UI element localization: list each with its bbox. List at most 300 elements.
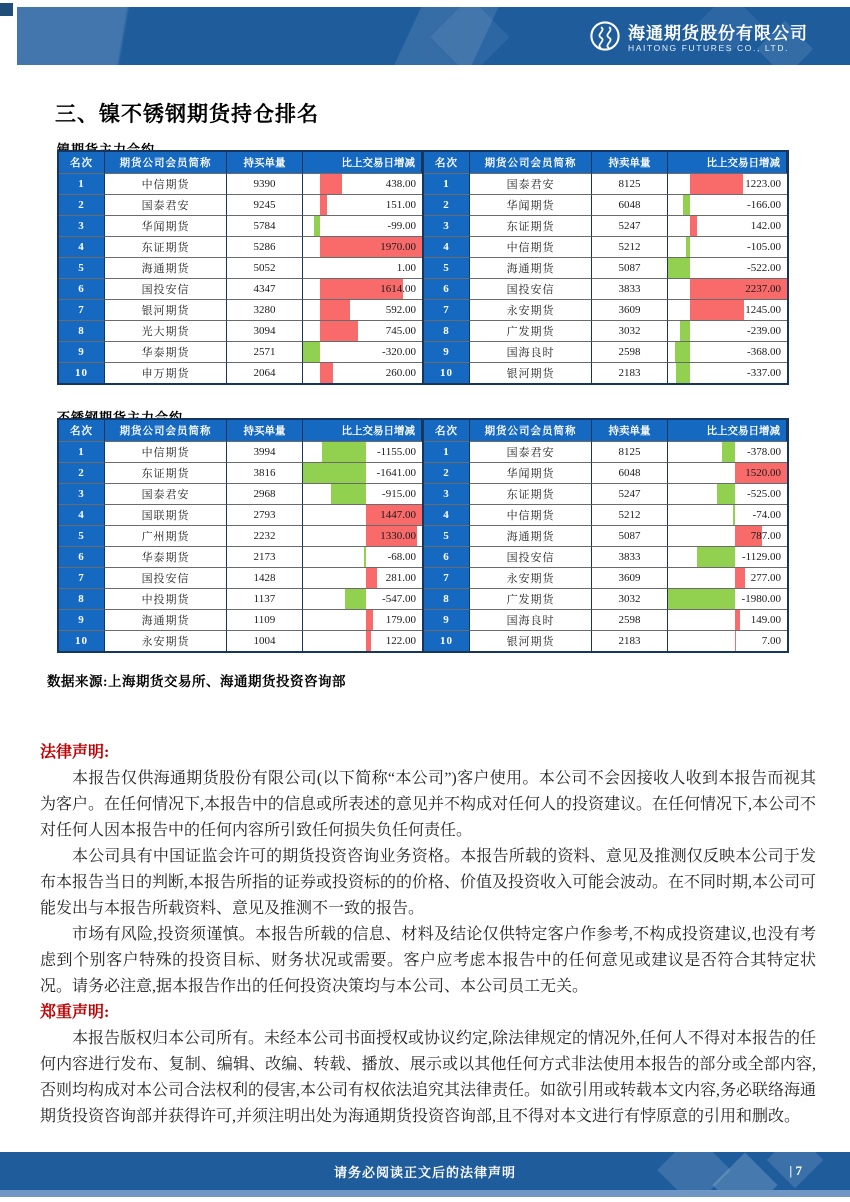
table-row	[424, 257, 787, 278]
company-cell: 东证期货	[105, 236, 227, 257]
change-cell	[303, 278, 422, 299]
change-value: 149.00	[750, 614, 781, 626]
column-header: 名次	[424, 420, 470, 441]
increase-bar	[320, 363, 334, 383]
volume-cell: 2173	[227, 546, 303, 567]
column-header: 持卖单量	[592, 152, 668, 173]
legal-heading: 法律声明:	[40, 744, 110, 761]
change-value: 787.00	[750, 530, 781, 542]
change-cell	[668, 462, 787, 483]
column-header: 期货公司会员简称	[105, 152, 227, 173]
nickel-tables-group	[57, 150, 791, 385]
volume-cell: 3094	[227, 320, 303, 341]
rank-cell: 9	[424, 609, 470, 630]
rank-cell: 7	[424, 299, 470, 320]
volume-cell: 5212	[592, 236, 668, 257]
company-cell: 中投期货	[105, 588, 227, 609]
increase-bar	[690, 300, 744, 320]
change-cell	[303, 299, 422, 320]
change-cell	[668, 278, 787, 299]
change-value: 1447.00	[380, 509, 416, 521]
table-row	[59, 278, 422, 299]
column-header: 比上交易日增减	[668, 152, 787, 173]
change-cell	[303, 236, 422, 257]
rank-cell: 1	[59, 173, 105, 194]
legal-section	[40, 740, 816, 1130]
change-cell	[668, 173, 787, 194]
volume-cell: 5247	[592, 215, 668, 236]
volume-cell: 2598	[592, 341, 668, 362]
solemn-heading: 郑重声明:	[40, 1004, 110, 1021]
rank-cell: 2	[59, 194, 105, 215]
column-header: 名次	[59, 420, 105, 441]
decrease-bar	[686, 237, 691, 257]
volume-cell: 5087	[592, 525, 668, 546]
change-cell	[303, 362, 422, 383]
change-value: 281.00	[385, 572, 416, 584]
rank-cell: 8	[59, 320, 105, 341]
change-value: 1223.00	[745, 178, 781, 190]
company-cell: 永安期货	[470, 299, 592, 320]
solemn-paragraph: 本报告版权归本公司所有。未经本公司书面授权或协议约定,除法律规定的情况外,任何人不得对本报告的任何内容进行发布、复制、编辑、改编、转载、播放、展示或以其他任何方式非法使用本报告的部分或全部内容,否则均构成对本公司合法权利的侵害,本公司有权依法追究其法律责任。如欲引用或转载本文内容,务必联络海通期货投资咨询部并获得许可,并须注明出处为海通期货投资咨询部,且不得对本文进行有悖原意的引用和删改。	[40, 1030, 817, 1125]
company-cell: 海通期货	[105, 257, 227, 278]
rank-cell: 4	[59, 236, 105, 257]
volume-cell: 4347	[227, 278, 303, 299]
company-cell: 华泰期货	[105, 341, 227, 362]
change-cell	[303, 546, 422, 567]
column-header: 名次	[424, 152, 470, 173]
change-cell	[668, 504, 787, 525]
company-cell: 东证期货	[470, 215, 592, 236]
change-cell	[303, 173, 422, 194]
change-cell	[668, 299, 787, 320]
change-value: -320.00	[382, 346, 416, 358]
change-cell	[668, 525, 787, 546]
rank-cell: 2	[424, 194, 470, 215]
company-cell: 广发期货	[470, 320, 592, 341]
table-row	[424, 630, 787, 651]
change-cell	[668, 588, 787, 609]
volume-cell: 2183	[592, 630, 668, 651]
volume-cell: 2064	[227, 362, 303, 383]
table-row	[424, 504, 787, 525]
table-header-row	[59, 152, 422, 173]
company-cell: 国投安信	[470, 278, 592, 299]
volume-cell: 9390	[227, 173, 303, 194]
decrease-bar	[322, 442, 367, 462]
page-number: | 7	[789, 1163, 802, 1178]
table-row	[59, 504, 422, 525]
change-cell	[303, 341, 422, 362]
change-cell	[668, 630, 787, 651]
table-row	[59, 173, 422, 194]
change-value: -68.00	[387, 551, 416, 563]
increase-bar	[735, 568, 744, 588]
change-cell	[303, 588, 422, 609]
column-header: 名次	[59, 152, 105, 173]
table-row	[59, 320, 422, 341]
rank-cell: 6	[424, 546, 470, 567]
company-cell: 华闻期货	[470, 194, 592, 215]
change-cell	[668, 194, 787, 215]
volume-cell: 3994	[227, 441, 303, 462]
volume-cell: 2183	[592, 362, 668, 383]
rank-cell: 9	[59, 341, 105, 362]
change-value: -105.00	[747, 241, 781, 253]
table-row	[424, 441, 787, 462]
company-cell: 海通期货	[105, 609, 227, 630]
table-row	[424, 567, 787, 588]
table-row	[59, 483, 422, 504]
volume-cell: 9245	[227, 194, 303, 215]
table-row	[424, 341, 787, 362]
rank-cell: 9	[424, 341, 470, 362]
table-row	[424, 299, 787, 320]
company-cell: 华闻期货	[470, 462, 592, 483]
change-cell	[668, 236, 787, 257]
decrease-bar	[345, 589, 366, 609]
company-cell: 广发期货	[470, 588, 592, 609]
company-cell: 中信期货	[470, 236, 592, 257]
company-cell: 国泰君安	[470, 441, 592, 462]
volume-cell: 6048	[592, 194, 668, 215]
table-row	[424, 462, 787, 483]
legal-paragraph: 市场有风险,投资须谨慎。本报告所载的信息、材料及结论仅供特定客户作参考,不构成投资建议,也没有考虑到个别客户特殊的投资目标、财务状况或需要。客户应考虑本报告中的任何意见或建议是否符合其特定状况。请务必注意,据本报告作出的任何投资决策均与本公司、本公司员工无关。	[40, 926, 816, 995]
volume-cell: 5247	[592, 483, 668, 504]
decrease-bar	[303, 463, 366, 483]
change-cell	[303, 194, 422, 215]
decrease-bar	[331, 484, 366, 504]
decrease-bar	[717, 484, 735, 504]
decrease-bar	[314, 216, 319, 236]
company-cell: 国泰君安	[470, 173, 592, 194]
table-row	[59, 299, 422, 320]
company-cell: 国海良时	[470, 609, 592, 630]
table-header-row	[424, 420, 787, 441]
volume-cell: 5212	[592, 504, 668, 525]
company-cell: 国海良时	[470, 341, 592, 362]
company-cell: 申万期货	[105, 362, 227, 383]
change-value: 7.00	[761, 635, 781, 647]
haitong-logo-icon	[589, 20, 621, 57]
company-cell: 国投安信	[105, 567, 227, 588]
change-cell	[303, 215, 422, 236]
increase-bar	[320, 174, 343, 194]
rank-cell: 2	[59, 462, 105, 483]
change-cell	[303, 567, 422, 588]
column-header: 期货公司会员简称	[470, 152, 592, 173]
column-header: 持买单量	[227, 152, 303, 173]
company-cell: 银河期货	[470, 630, 592, 651]
volume-cell: 5286	[227, 236, 303, 257]
company-cell: 国泰君安	[105, 483, 227, 504]
volume-cell: 1428	[227, 567, 303, 588]
company-name-en: HAITONG FUTURES CO., LTD.	[628, 43, 790, 53]
rank-cell: 3	[424, 215, 470, 236]
table-row	[59, 525, 422, 546]
legal-paragraph: 本公司具有中国证监会许可的期货投资咨询业务资格。本报告所载的资料、意见及推测仅反映本公司于发布本报告当日的判断,本报告所指的证券或投资标的的价格、价值及投资收入可能会波动。在不同时期,本公司可能发出与本报告所载资料、意见及推测不一致的报告。	[40, 848, 817, 917]
rank-cell: 4	[424, 236, 470, 257]
table-row	[59, 546, 422, 567]
table-row	[424, 278, 787, 299]
rank-cell: 2	[424, 462, 470, 483]
rank-cell: 8	[59, 588, 105, 609]
increase-bar	[320, 195, 328, 215]
company-logo	[589, 20, 808, 57]
company-cell: 光大期货	[105, 320, 227, 341]
change-value: 179.00	[385, 614, 416, 626]
change-value: -915.00	[382, 488, 416, 500]
rank-cell: 5	[59, 257, 105, 278]
rank-cell: 8	[424, 588, 470, 609]
footer-notice: 请务必阅读正文后的法律声明	[333, 1164, 516, 1180]
column-header: 比上交易日增减	[303, 152, 422, 173]
rank-cell: 6	[59, 278, 105, 299]
column-header: 持买单量	[227, 420, 303, 441]
increase-bar	[690, 174, 743, 194]
decrease-bar	[683, 195, 690, 215]
volume-cell: 8125	[592, 173, 668, 194]
volume-cell: 5052	[227, 257, 303, 278]
footer-strip-decoration	[0, 1190, 850, 1197]
stainless-short-position-table	[422, 418, 789, 653]
volume-cell: 2232	[227, 525, 303, 546]
change-cell	[303, 257, 422, 278]
volume-cell: 3833	[592, 546, 668, 567]
legal-paragraph: 本报告仅供海通期货股份有限公司(以下简称“本公司”)客户使用。本公司不会因接收人收到本报告而视其为客户。在任何情况下,本报告中的信息或所表述的意见并不构成对任何人的投资建议。在任何情况下,本公司不对任何人因本报告中的任何内容所引致任何损失负任何责任。	[40, 770, 817, 839]
rank-cell: 9	[59, 609, 105, 630]
table-row	[424, 215, 787, 236]
volume-cell: 2793	[227, 504, 303, 525]
change-value: -1641.00	[376, 467, 416, 479]
company-cell: 国投安信	[105, 278, 227, 299]
change-cell	[303, 441, 422, 462]
change-value: 1245.00	[745, 304, 781, 316]
page-title: 三、镍不锈钢期货持仓排名	[55, 102, 319, 127]
rank-cell: 4	[59, 504, 105, 525]
change-cell	[303, 483, 422, 504]
increase-bar	[366, 610, 373, 630]
table-row	[424, 609, 787, 630]
change-cell	[668, 320, 787, 341]
company-cell: 海通期货	[470, 525, 592, 546]
company-cell: 中信期货	[470, 504, 592, 525]
volume-cell: 8125	[592, 441, 668, 462]
increase-bar	[735, 610, 740, 630]
change-cell	[303, 504, 422, 525]
company-cell: 永安期货	[470, 567, 592, 588]
decrease-bar	[733, 505, 736, 525]
change-value: -166.00	[747, 199, 781, 211]
change-cell	[668, 609, 787, 630]
change-cell	[303, 609, 422, 630]
rank-cell: 10	[59, 630, 105, 651]
change-value: 122.00	[385, 635, 416, 647]
data-source-note: 数据来源:上海期货交易所、海通期货投资咨询部	[47, 673, 346, 689]
volume-cell: 3833	[592, 278, 668, 299]
volume-cell: 3032	[592, 588, 668, 609]
decrease-bar	[676, 363, 691, 383]
decrease-bar	[697, 547, 735, 567]
increase-bar	[690, 216, 696, 236]
column-header: 期货公司会员简称	[105, 420, 227, 441]
change-value: -378.00	[747, 446, 781, 458]
footer-banner	[0, 1152, 850, 1190]
change-cell	[303, 320, 422, 341]
company-cell: 海通期货	[470, 257, 592, 278]
change-cell	[303, 462, 422, 483]
table-row	[59, 630, 422, 651]
table-row	[59, 462, 422, 483]
increase-bar	[320, 321, 359, 341]
change-cell	[668, 215, 787, 236]
table-row	[424, 525, 787, 546]
volume-cell: 3816	[227, 462, 303, 483]
company-cell: 东证期货	[105, 462, 227, 483]
volume-cell: 1004	[227, 630, 303, 651]
change-value: 260.00	[385, 367, 416, 379]
table-row	[424, 236, 787, 257]
increase-bar	[366, 631, 371, 651]
company-cell: 永安期货	[105, 630, 227, 651]
stainless-tables-group	[57, 418, 791, 653]
decrease-bar	[364, 547, 367, 567]
company-cell: 广州期货	[105, 525, 227, 546]
rank-cell: 6	[424, 278, 470, 299]
column-header: 比上交易日增减	[668, 420, 787, 441]
corner-decoration	[0, 3, 13, 16]
table-row	[59, 362, 422, 383]
volume-cell: 2598	[592, 609, 668, 630]
change-value: 151.00	[385, 199, 416, 211]
company-cell: 华闻期货	[105, 215, 227, 236]
rank-cell: 10	[59, 362, 105, 383]
volume-cell: 3609	[592, 567, 668, 588]
decrease-bar	[675, 342, 691, 362]
rank-cell: 5	[424, 525, 470, 546]
rank-cell: 1	[424, 441, 470, 462]
company-cell: 国联期货	[105, 504, 227, 525]
company-cell: 中信期货	[105, 441, 227, 462]
decrease-bar	[680, 321, 690, 341]
table-row	[59, 609, 422, 630]
change-cell	[668, 257, 787, 278]
table-row	[59, 341, 422, 362]
volume-cell: 3032	[592, 320, 668, 341]
change-value: -1129.00	[741, 551, 781, 563]
change-cell	[668, 362, 787, 383]
change-value: 1970.00	[380, 241, 416, 253]
rank-cell: 3	[59, 215, 105, 236]
change-cell	[668, 483, 787, 504]
rank-cell: 10	[424, 630, 470, 651]
table-row	[59, 194, 422, 215]
rank-cell: 6	[59, 546, 105, 567]
rank-cell: 3	[424, 483, 470, 504]
banner-diamond-decoration	[430, 7, 509, 65]
header-banner	[17, 7, 850, 65]
rank-cell: 5	[59, 525, 105, 546]
table-row	[424, 588, 787, 609]
table-row	[59, 215, 422, 236]
company-cell: 东证期货	[470, 483, 592, 504]
table-row	[59, 588, 422, 609]
change-value: 2237.00	[745, 283, 781, 295]
table-row	[59, 441, 422, 462]
rank-cell: 1	[424, 173, 470, 194]
company-cell: 银河期货	[470, 362, 592, 383]
company-name-cn: 海通期货股份有限公司	[628, 24, 808, 43]
stainless-long-position-table	[57, 418, 424, 653]
rank-cell: 7	[59, 567, 105, 588]
company-cell: 中信期货	[105, 173, 227, 194]
volume-cell: 5087	[592, 257, 668, 278]
decrease-bar	[668, 589, 735, 609]
change-value: 1330.00	[380, 530, 416, 542]
increase-bar	[366, 568, 377, 588]
table-row	[424, 546, 787, 567]
table-row	[424, 173, 787, 194]
rank-cell: 3	[59, 483, 105, 504]
change-cell	[668, 441, 787, 462]
change-value: 1520.00	[745, 467, 781, 479]
volume-cell: 3280	[227, 299, 303, 320]
rank-cell: 8	[424, 320, 470, 341]
rank-cell: 7	[424, 567, 470, 588]
rank-cell: 10	[424, 362, 470, 383]
change-value: -525.00	[747, 488, 781, 500]
volume-cell: 6048	[592, 462, 668, 483]
column-header: 持卖单量	[592, 420, 668, 441]
change-value: 277.00	[750, 572, 781, 584]
company-cell: 国投安信	[470, 546, 592, 567]
change-value: 438.00	[385, 178, 416, 190]
rank-cell: 7	[59, 299, 105, 320]
change-value: -99.00	[387, 220, 416, 232]
nickel-long-position-table	[57, 150, 424, 385]
change-cell	[668, 567, 787, 588]
change-value: 1.00	[396, 262, 416, 274]
table-header-row	[424, 152, 787, 173]
change-value: -547.00	[382, 593, 416, 605]
company-cell: 华泰期货	[105, 546, 227, 567]
table-row	[424, 483, 787, 504]
change-value: -368.00	[747, 346, 781, 358]
decrease-bar	[303, 342, 320, 362]
volume-cell: 3609	[592, 299, 668, 320]
decrease-bar	[722, 442, 735, 462]
change-value: 592.00	[385, 304, 416, 316]
change-cell	[303, 525, 422, 546]
table-row	[424, 362, 787, 383]
decrease-bar	[668, 258, 691, 278]
table-header-row	[59, 420, 422, 441]
volume-cell: 5784	[227, 215, 303, 236]
change-value: 745.00	[385, 325, 416, 337]
change-cell	[668, 546, 787, 567]
column-header: 比上交易日增减	[303, 420, 422, 441]
rank-cell: 1	[59, 441, 105, 462]
table-row	[424, 194, 787, 215]
change-value: -1980.00	[741, 593, 781, 605]
change-value: 142.00	[750, 220, 781, 232]
volume-cell: 1109	[227, 609, 303, 630]
table-row	[59, 257, 422, 278]
change-value: -522.00	[747, 262, 781, 274]
column-header: 期货公司会员简称	[470, 420, 592, 441]
company-cell: 银河期货	[105, 299, 227, 320]
volume-cell: 2571	[227, 341, 303, 362]
